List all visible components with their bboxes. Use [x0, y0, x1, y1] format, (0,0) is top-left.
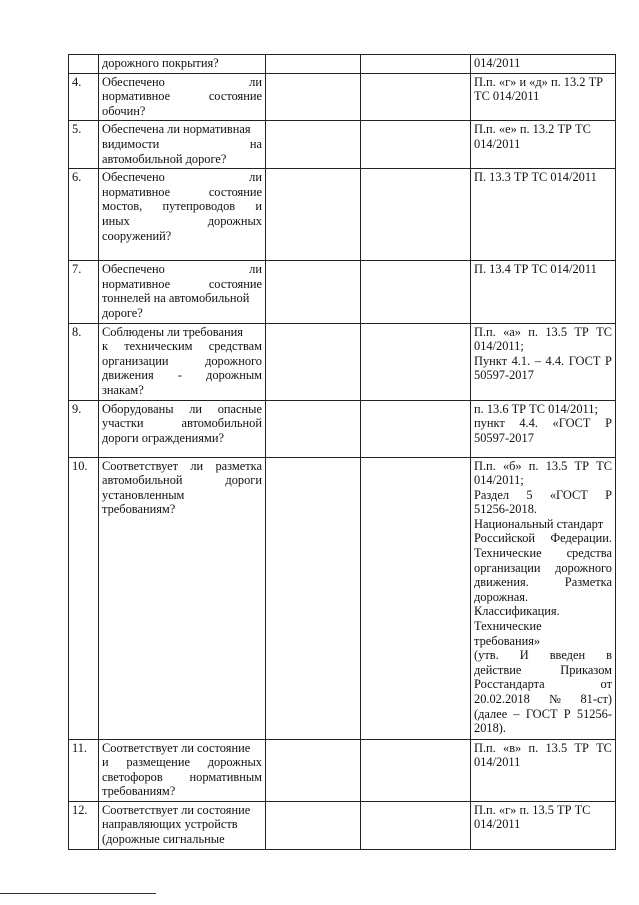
answer-yes-cell[interactable] — [266, 801, 361, 849]
answer-yes-cell[interactable] — [266, 739, 361, 801]
row-number: 12. — [69, 801, 99, 849]
question-cell — [99, 55, 266, 74]
table-row — [69, 55, 616, 74]
question-line: дорожного покрытия? — [102, 56, 219, 70]
question-cell — [99, 323, 266, 400]
table-row — [69, 457, 616, 739]
reference-line: П.п. «г» и «д» п. 13.2 ТР — [474, 74, 604, 89]
reference-cell — [471, 261, 616, 323]
reference-line: Российской Федерации. — [474, 531, 612, 546]
question-line: светофоров нормативным — [102, 769, 262, 784]
question-line: к техническим средствам — [102, 339, 262, 354]
answer-no-cell[interactable] — [361, 457, 471, 739]
question-line: требованиям? — [102, 784, 176, 799]
reference-line: 014/2011; — [474, 339, 524, 354]
question-cell — [99, 400, 266, 457]
reference-line: движения. Разметка — [474, 575, 612, 590]
answer-yes-cell[interactable] — [266, 261, 361, 323]
table-row — [69, 121, 616, 169]
answer-yes-cell[interactable] — [266, 55, 361, 74]
reference-line: Росстандарта от — [474, 677, 612, 692]
question-line: Соблюдены ли требования — [102, 324, 243, 339]
reference-line: 50597-2017 — [474, 430, 534, 445]
reference-line: 20.02.2018 № 81-ст) — [474, 692, 612, 706]
row-number: 7. — [69, 261, 99, 323]
question-line: Оборудованы ли опасные — [102, 401, 262, 416]
reference-line: П.п. «г» п. 13.5 ТР ТС — [474, 802, 591, 817]
answer-yes-cell[interactable] — [266, 169, 361, 261]
reference-line: 014/2011 — [474, 817, 521, 832]
question-line: требованиям? — [102, 502, 176, 517]
answer-no-cell[interactable] — [361, 73, 471, 121]
reference-line: (утв. И введен в — [474, 648, 612, 663]
reference-line: Классификация. — [474, 604, 560, 619]
reference-cell — [471, 73, 616, 121]
row-number: 5. — [69, 121, 99, 169]
row-number: 11. — [69, 739, 99, 801]
question-line: и размещение дорожных — [102, 755, 262, 770]
question-line: (дорожные сигнальные — [102, 832, 225, 847]
answer-yes-cell[interactable] — [266, 457, 361, 739]
question-line: нормативное состояние — [102, 89, 262, 104]
reference-line: Технические — [474, 619, 542, 634]
question-cell — [99, 169, 266, 261]
question-cell — [99, 261, 266, 323]
footnote-rule — [0, 893, 156, 894]
reference-line: 50597-2017 — [474, 368, 534, 383]
question-cell — [99, 801, 266, 849]
reference-cell — [471, 457, 616, 739]
answer-no-cell[interactable] — [361, 121, 471, 169]
question-line: видимости на — [102, 136, 262, 151]
question-line: Соответствует ли разметка — [102, 458, 262, 473]
row-number: 10. — [69, 457, 99, 739]
answer-yes-cell[interactable] — [266, 121, 361, 169]
question-line: сооружений? — [102, 228, 172, 243]
reference-line: П.п. «е» п. 13.2 ТР ТС — [474, 122, 591, 137]
question-line: автомобильной дороги — [102, 473, 262, 488]
question-line: автомобильной дороге? — [102, 151, 227, 166]
reference-cell — [471, 55, 616, 74]
question-cell — [99, 457, 266, 739]
answer-no-cell[interactable] — [361, 801, 471, 849]
row-number: 8. — [69, 323, 99, 400]
question-line: иных дорожных — [102, 213, 262, 228]
answer-no-cell[interactable] — [361, 169, 471, 261]
table-row — [69, 739, 616, 801]
question-line: Обеспечено ли — [102, 262, 262, 277]
answer-yes-cell[interactable] — [266, 73, 361, 121]
answer-no-cell[interactable] — [361, 323, 471, 400]
question-cell — [99, 121, 266, 169]
row-number: 6. — [69, 169, 99, 261]
table-row — [69, 801, 616, 849]
reference-cell — [471, 323, 616, 400]
question-line: Соответствует ли состояние — [102, 740, 251, 755]
question-line: Соответствует ли состояние — [102, 802, 251, 817]
question-line: установленным — [102, 487, 185, 502]
reference-line: дорожная. — [474, 589, 529, 604]
answer-yes-cell[interactable] — [266, 400, 361, 457]
answer-no-cell[interactable] — [361, 55, 471, 74]
question-line: организации дорожного — [102, 353, 262, 368]
question-cell — [99, 73, 266, 121]
reference-line: Раздел 5 «ГОСТ Р — [474, 487, 612, 502]
question-line: движения - дорожным — [102, 368, 262, 383]
question-line: нормативное состояние — [102, 276, 262, 291]
reference-line: 51256-2018. — [474, 502, 537, 517]
reference-line: Технические средства — [474, 546, 612, 561]
table-row — [69, 323, 616, 400]
reference-line: П.п. «а» п. 13.5 ТР ТС — [474, 324, 612, 339]
table-row — [69, 169, 616, 261]
reference-line: 2018). — [474, 721, 507, 736]
answer-no-cell[interactable] — [361, 261, 471, 323]
question-line: обочин? — [102, 103, 146, 118]
reference-line: 014/2011 — [474, 755, 521, 770]
question-cell — [99, 739, 266, 801]
reference-cell — [471, 169, 616, 261]
question-line: Обеспечено ли — [102, 170, 262, 185]
row-number: 9. — [69, 400, 99, 457]
answer-no-cell[interactable] — [361, 739, 471, 801]
reference-cell — [471, 801, 616, 849]
reference-line: (далее – ГОСТ Р 51256- — [474, 706, 612, 721]
question-line: мостов, путепроводов и — [102, 199, 262, 214]
reference-line: Национальный стандарт — [474, 516, 604, 531]
reference-cell — [471, 400, 616, 457]
question-line: дороги ограждениями? — [102, 430, 224, 445]
row-number: 4. — [69, 73, 99, 121]
question-line: тоннелей на автомобильной — [102, 291, 250, 306]
table-row — [69, 73, 616, 121]
reference-line: 014/2011 — [474, 136, 521, 151]
reference-line: 014/2011 — [474, 56, 521, 70]
reference-line: П. 13.4 ТР ТС 014/2011 — [474, 262, 597, 277]
reference-line: 014/2011; — [474, 473, 524, 488]
question-line: дороге? — [102, 305, 143, 320]
table-row — [69, 261, 616, 323]
reference-line: ТС 014/2011 — [474, 89, 540, 104]
reference-line: П. 13.3 ТР ТС 014/2011 — [474, 170, 597, 185]
checklist-table — [68, 54, 616, 850]
reference-cell — [471, 121, 616, 169]
answer-no-cell[interactable] — [361, 400, 471, 457]
question-line: направляющих устройств — [102, 817, 238, 832]
question-line: Обеспечено ли — [102, 74, 262, 89]
reference-line: пункт 4.4. «ГОСТ Р — [474, 416, 612, 431]
answer-yes-cell[interactable] — [266, 323, 361, 400]
question-line: нормативное состояние — [102, 184, 262, 199]
reference-line: П.п. «в» п. 13.5 ТР ТС — [474, 740, 612, 755]
table-row — [69, 400, 616, 457]
question-line: участки автомобильной — [102, 416, 262, 431]
reference-line: п. 13.6 ТР ТС 014/2011; — [474, 401, 598, 416]
reference-line: организации дорожного — [474, 560, 612, 575]
reference-line: П.п. «б» п. 13.5 ТР ТС — [474, 458, 612, 473]
reference-cell — [471, 739, 616, 801]
reference-line: требования» — [474, 633, 541, 648]
reference-line: Пункт 4.1. – 4.4. ГОСТ Р — [474, 353, 612, 368]
question-line: Обеспечена ли нормативная — [102, 122, 251, 137]
reference-line: действие Приказом — [474, 662, 612, 677]
question-line: знакам? — [102, 382, 144, 397]
row-number — [69, 55, 99, 74]
